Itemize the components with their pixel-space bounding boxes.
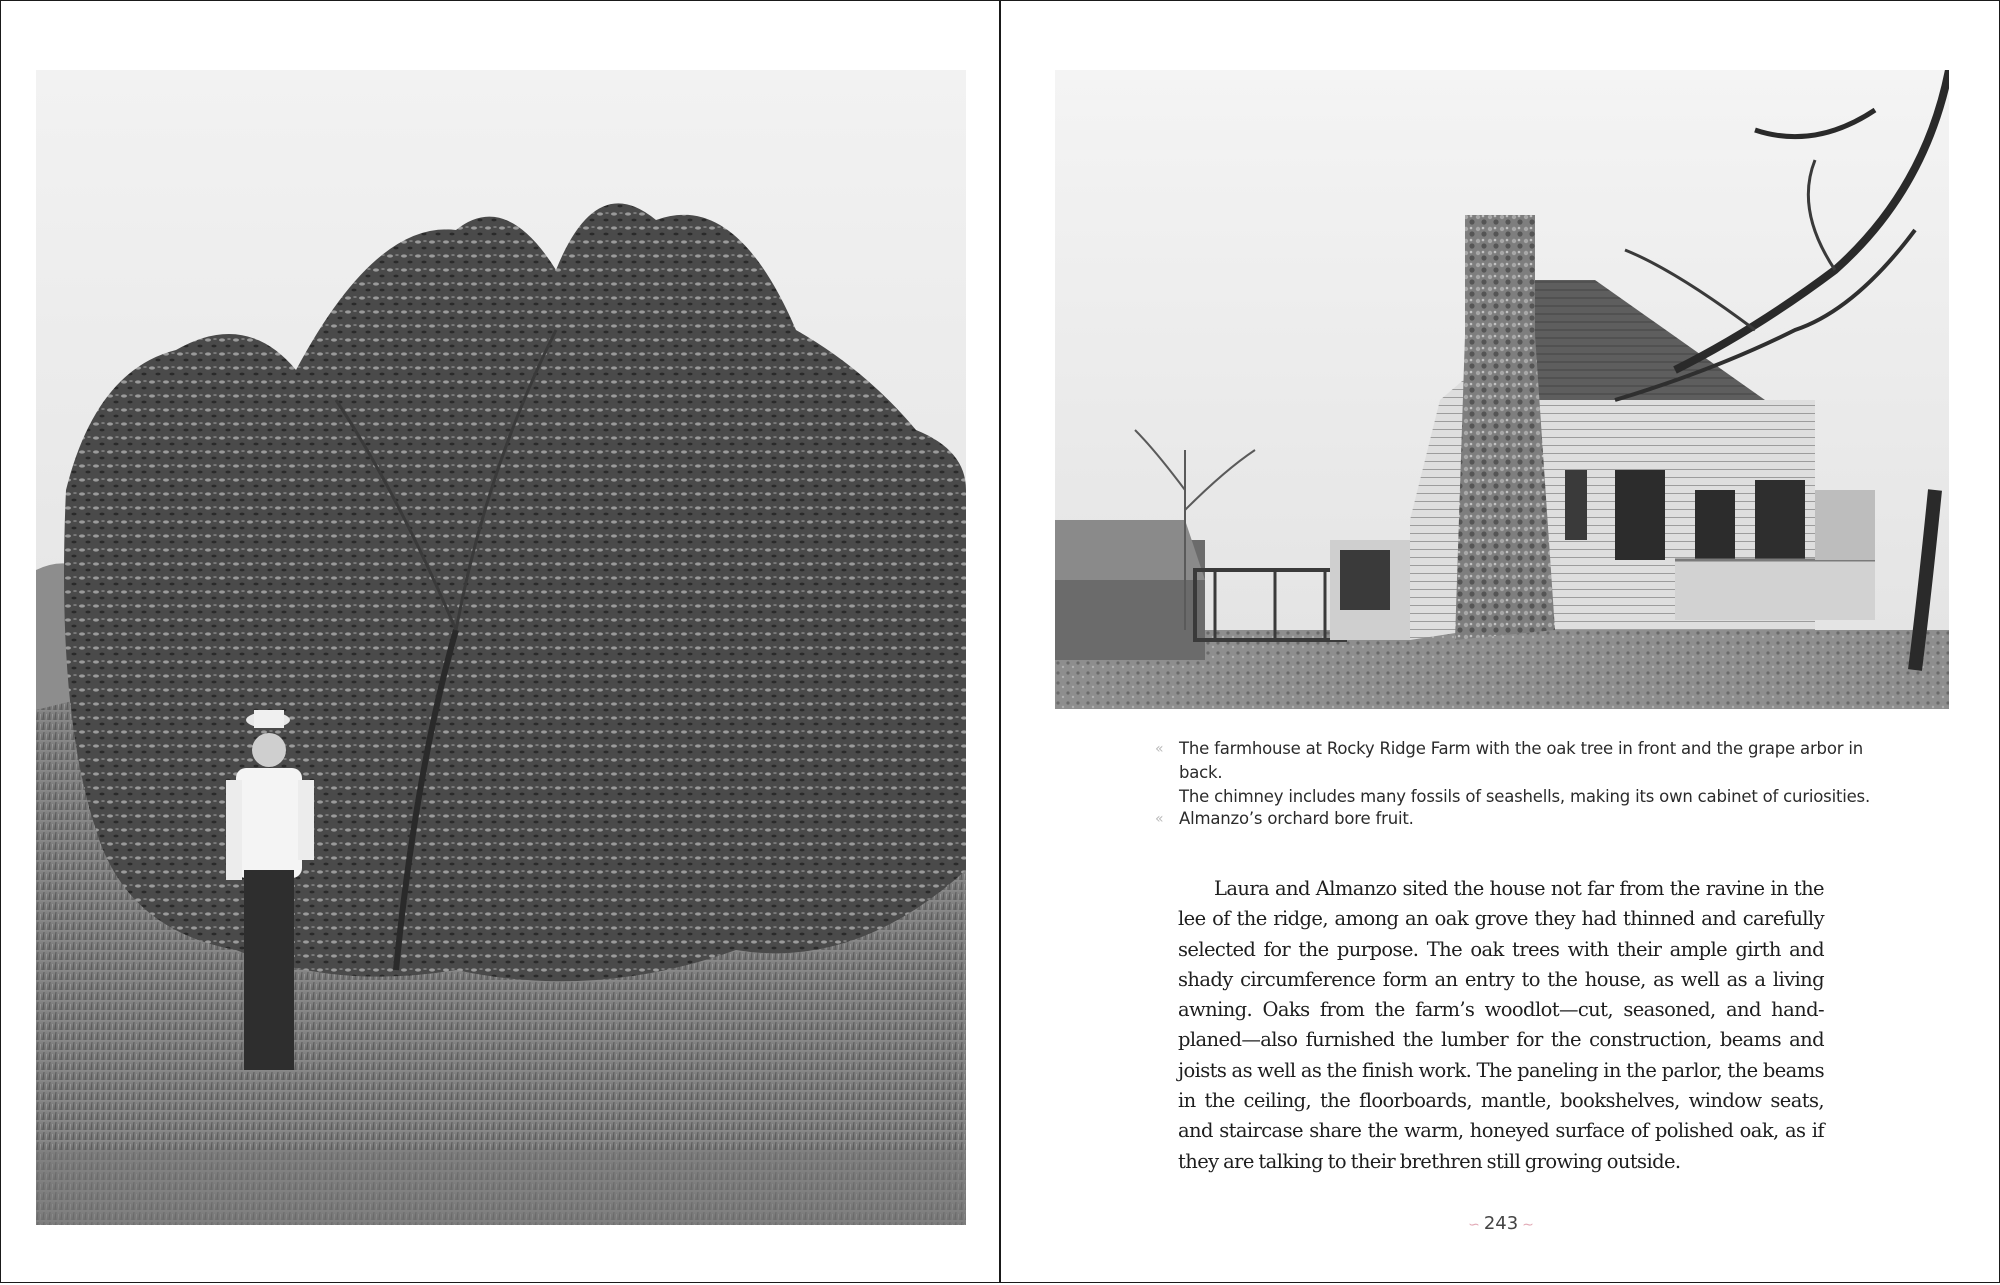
folio-ornament-icon: ∽ xyxy=(1468,1217,1480,1233)
orchard-photo xyxy=(36,70,966,1225)
farmhouse-photo-image xyxy=(1055,70,1949,709)
orchard-photo-image xyxy=(36,70,966,1225)
folio-ornament-icon: ∼ xyxy=(1522,1217,1534,1233)
body-text xyxy=(1178,874,1824,1177)
caption-farmhouse xyxy=(1155,737,1879,809)
farmhouse-photo xyxy=(1055,70,1949,709)
caption-orchard xyxy=(1155,807,1879,831)
caption-arrow-icon: « xyxy=(1155,811,1164,827)
body-paragraph: Laura and Almanzo sited the house not far from the ravine in the lee of the ridge, among an oak grove they had thinned and carefully selected for the purpose. The oak trees with their ample girth and shady circumference form an entry to the house, as well as a living awning. Oaks from the farm’s woodlot—cut, seasoned, and hand-planed—also furnished the lumber for the construction, beams and joists as well as the finish work. The paneling in the parlor, the beams in the ceiling, the floorboards, mantle, bookshelves, window seats, and staircase share the warm, honeyed surface of polished oak, as if they are talking to their brethren still growing outside. xyxy=(1178,877,1824,1173)
page-number xyxy=(1431,1213,1571,1234)
right-page xyxy=(1000,0,2000,1283)
caption-line: Almanzo’s orchard bore fruit. xyxy=(1179,809,1414,828)
caption-arrow-icon: « xyxy=(1155,741,1164,757)
caption-line: The chimney includes many fossils of seashells, making its own cabinet of curiosities. xyxy=(1179,787,1871,806)
page-number-text: 243 xyxy=(1483,1213,1519,1234)
caption-line: The farmhouse at Rocky Ridge Farm with the oak tree in front and the grape arbor in back. xyxy=(1179,739,1863,782)
left-page xyxy=(0,0,1000,1283)
